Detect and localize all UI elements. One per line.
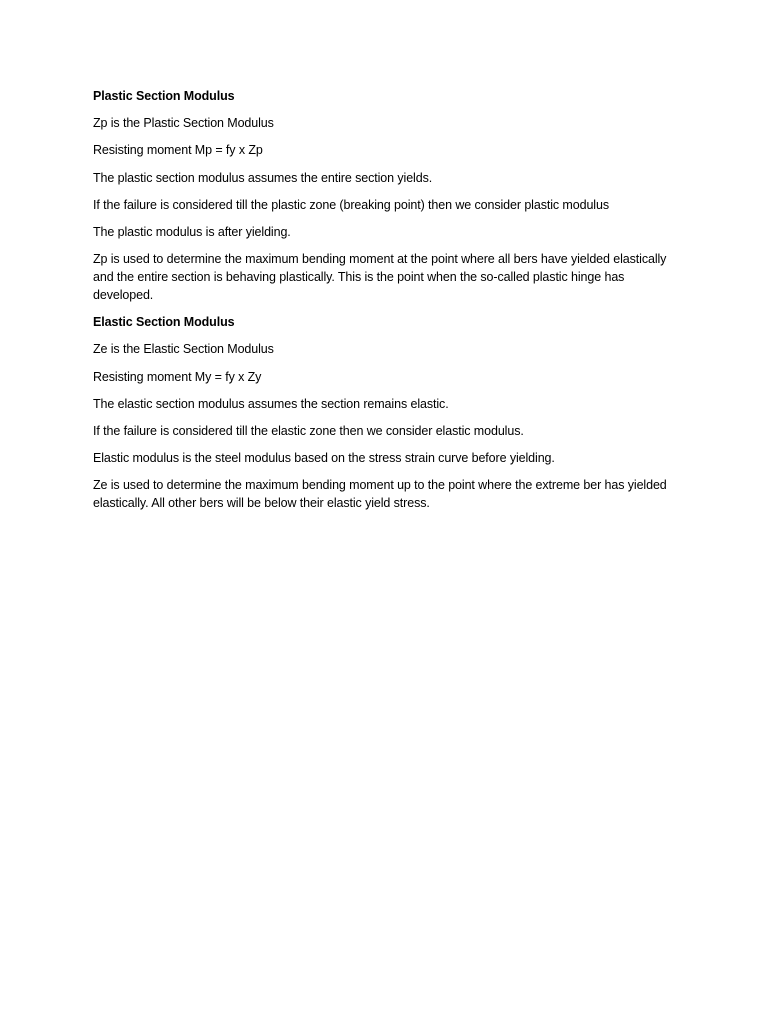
plastic-paragraph-assumption: The plastic section modulus assumes the entire section yields. [93,170,433,185]
elastic-paragraph-failure: If the failure is considered till the elastic zone then we consider elastic modulus. [93,423,524,438]
document-body [93,87,683,521]
plastic-paragraph-failure: If the failure is considered till the plastic zone (breaking point) then we consider plastic modulus [93,197,609,212]
elastic-paragraph-before-yielding: Elastic modulus is the steel modulus based on the stress strain curve before yielding. [93,451,555,466]
plastic-paragraph-usage: Zp is used to determine the maximum bending moment at the point where all bers have yielded elastically and the entire section is behaving plastically. This is the point when the so-called plastic hinge has developed. [93,252,667,303]
plastic-section-heading: Plastic Section Modulus [93,89,235,103]
elastic-paragraph-definition: Ze is the Elastic Section Modulus [93,342,274,357]
elastic-section-heading: Elastic Section Modulus [93,315,235,330]
plastic-paragraph-resisting-moment: Resisting moment Mp = fy x Zp [93,143,263,158]
elastic-paragraph-usage: Ze is used to determine the maximum bending moment up to the point where the extreme ber has yielded elastically. All other bers will be below their elastic yield stress. [93,478,667,511]
plastic-paragraph-definition: Zp is the Plastic Section Modulus [93,116,274,131]
plastic-paragraph-after-yielding: The plastic modulus is after yielding. [93,224,291,239]
elastic-paragraph-assumption: The elastic section modulus assumes the section remains elastic. [93,396,449,411]
elastic-paragraph-resisting-moment: Resisting moment My = fy x Zy [93,369,262,384]
